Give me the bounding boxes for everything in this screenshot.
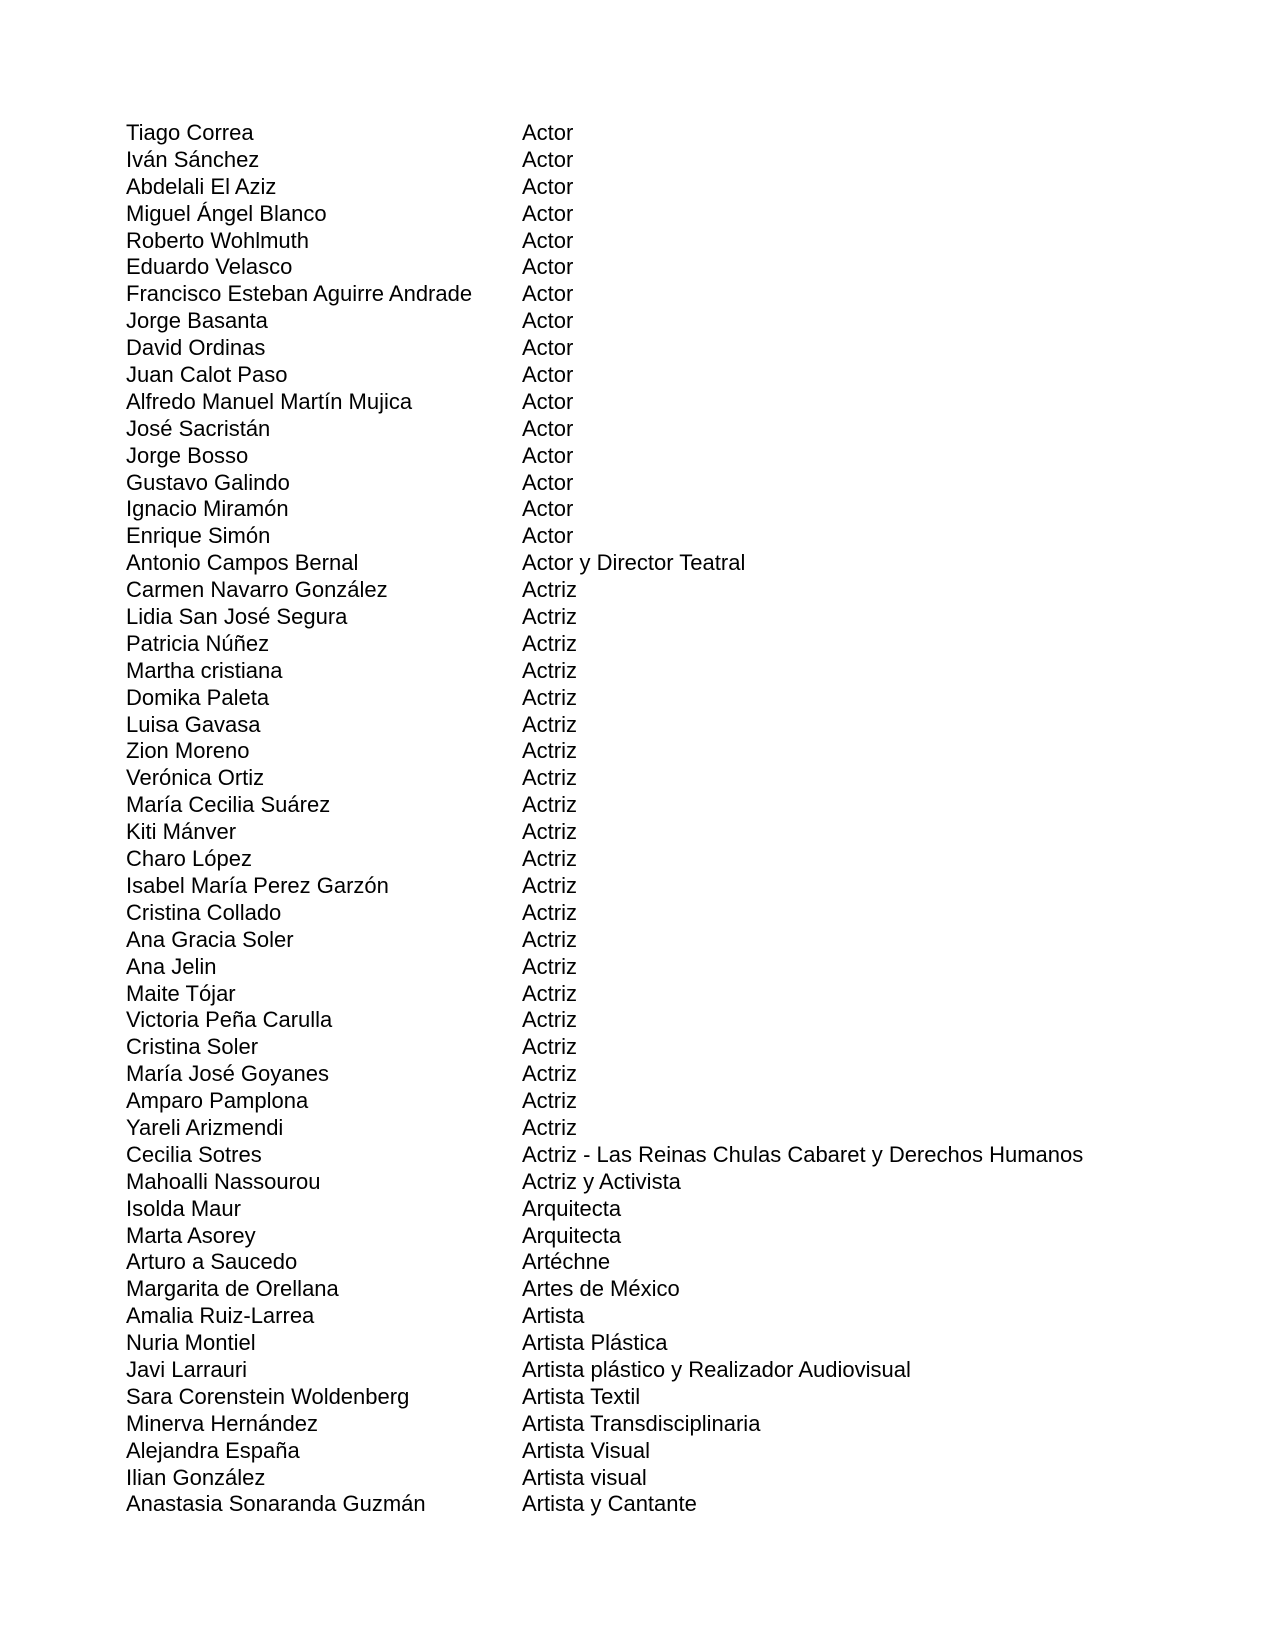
person-role: Actriz - Las Reinas Chulas Cabaret y Derechos Humanos <box>522 1141 1084 1167</box>
list-item <box>126 819 1246 846</box>
list-item <box>126 846 1246 873</box>
person-name: Antonio Campos Bernal <box>126 550 359 576</box>
person-name: Alejandra España <box>126 1437 300 1463</box>
person-role: Actriz <box>522 684 577 710</box>
list-item <box>126 1249 1246 1276</box>
person-name: Cristina Collado <box>126 899 282 925</box>
person-role: Actor y Director Teatral <box>522 550 746 576</box>
list-item <box>126 981 1246 1008</box>
person-name: David Ordinas <box>126 335 266 361</box>
list-item <box>126 1088 1246 1115</box>
person-name: Isolda Maur <box>126 1195 241 1221</box>
list-item <box>126 1169 1246 1196</box>
person-role: Artista y Cantante <box>522 1491 697 1517</box>
person-name: Juan Calot Paso <box>126 362 288 388</box>
person-name: Cristina Soler <box>126 1034 259 1060</box>
list-item <box>126 174 1246 201</box>
person-name: Arturo a Saucedo <box>126 1249 298 1275</box>
person-role: Actor <box>522 281 574 307</box>
person-name: Victoria Peña Carulla <box>126 1007 333 1033</box>
person-role: Actriz <box>522 577 577 603</box>
list-item <box>126 765 1246 792</box>
person-role: Artista Textil <box>522 1383 641 1409</box>
person-name: Amalia Ruiz-Larrea <box>126 1303 315 1329</box>
list-item <box>126 954 1246 981</box>
person-name: Kiti Mánver <box>126 819 237 845</box>
person-role: Actor <box>522 146 574 172</box>
person-name: María José Goyanes <box>126 1061 329 1087</box>
person-role: Actriz <box>522 1007 577 1033</box>
person-name: Patricia Núñez <box>126 630 270 656</box>
list-item <box>126 604 1246 631</box>
person-name: Ana Jelin <box>126 953 217 979</box>
person-role: Actriz <box>522 953 577 979</box>
person-role: Actriz <box>522 765 577 791</box>
list-item <box>126 1303 1246 1330</box>
list-item <box>126 389 1246 416</box>
list-item <box>126 1491 1246 1518</box>
person-name: Francisco Esteban Aguirre Andrade <box>126 281 473 307</box>
person-role: Actriz <box>522 630 577 656</box>
person-name: Tiago Correa <box>126 120 254 145</box>
person-role: Artista visual <box>522 1464 647 1490</box>
list-item <box>126 685 1246 712</box>
list-item <box>126 792 1246 819</box>
list-item <box>126 308 1246 335</box>
list-item <box>126 1142 1246 1169</box>
person-name: Cecilia Sotres <box>126 1141 262 1167</box>
list-item <box>126 496 1246 523</box>
name-role-list <box>126 120 1246 1518</box>
person-name: Carmen Navarro González <box>126 577 388 603</box>
person-name: Anastasia Sonaranda Guzmán <box>126 1491 426 1517</box>
person-role: Actor <box>522 362 574 388</box>
list-item <box>126 254 1246 281</box>
person-role: Actriz <box>522 872 577 898</box>
list-item <box>126 443 1246 470</box>
list-item <box>126 281 1246 308</box>
list-item <box>126 201 1246 228</box>
list-item <box>126 523 1246 550</box>
person-role: Arquitecta <box>522 1222 622 1248</box>
person-role: Actriz <box>522 657 577 683</box>
list-item <box>126 927 1246 954</box>
list-item <box>126 738 1246 765</box>
person-name: Jorge Basanta <box>126 308 268 334</box>
person-name: Jorge Bosso <box>126 442 249 468</box>
list-item <box>126 900 1246 927</box>
person-name: Minerva Hernández <box>126 1410 318 1436</box>
person-role: Actriz <box>522 926 577 952</box>
person-name: Roberto Wohlmuth <box>126 227 310 253</box>
list-item <box>126 1007 1246 1034</box>
list-item <box>126 1223 1246 1250</box>
person-role: Actor <box>522 335 574 361</box>
person-role: Actriz <box>522 604 577 630</box>
person-role: Actriz <box>522 1088 577 1114</box>
person-name: José Sacristán <box>126 415 271 441</box>
person-name: Ilian González <box>126 1464 266 1490</box>
person-role: Artista Plástica <box>522 1330 668 1356</box>
list-item <box>126 1115 1246 1142</box>
person-role: Actriz <box>522 846 577 872</box>
person-name: Yareli Arizmendi <box>126 1114 284 1140</box>
list-item <box>126 470 1246 497</box>
list-item <box>126 362 1246 389</box>
person-name: Javi Larrauri <box>126 1356 248 1382</box>
person-role: Actriz <box>522 711 577 737</box>
list-item <box>126 1384 1246 1411</box>
list-item <box>126 631 1246 658</box>
person-role: Actor <box>522 442 574 468</box>
person-role: Actor <box>522 469 574 495</box>
person-name: Iván Sánchez <box>126 146 260 172</box>
list-item <box>126 1061 1246 1088</box>
person-name: Sara Corenstein Woldenberg <box>126 1383 410 1409</box>
list-item <box>126 1438 1246 1465</box>
person-name: Marta Asorey <box>126 1222 256 1248</box>
list-item <box>126 658 1246 685</box>
list-item <box>126 712 1246 739</box>
person-role: Actor <box>522 496 574 522</box>
person-name: Domika Paleta <box>126 684 270 710</box>
person-role: Actriz <box>522 980 577 1006</box>
list-item <box>126 1196 1246 1223</box>
list-item <box>126 550 1246 577</box>
person-name: Martha cristiana <box>126 657 283 683</box>
person-name: Abdelali El Aziz <box>126 173 277 199</box>
person-name: Margarita de Orellana <box>126 1276 339 1302</box>
person-name: Enrique Simón <box>126 523 271 549</box>
person-role: Artista <box>522 1303 585 1329</box>
person-name: Lidia San José Segura <box>126 604 348 630</box>
person-name: Eduardo Velasco <box>126 254 293 280</box>
person-name: Amparo Pamplona <box>126 1088 309 1114</box>
person-role: Artista Transdisciplinaria <box>522 1410 761 1436</box>
person-role: Actriz y Activista <box>522 1168 681 1194</box>
list-item <box>126 1357 1246 1384</box>
person-role: Actor <box>522 227 574 253</box>
list-item <box>126 1276 1246 1303</box>
person-role: Artista Visual <box>522 1437 650 1463</box>
person-name: Ana Gracia Soler <box>126 926 294 952</box>
person-role: Actriz <box>522 1114 577 1140</box>
person-role: Actor <box>522 254 574 280</box>
person-name: Zion Moreno <box>126 738 250 764</box>
person-name: Verónica Ortiz <box>126 765 265 791</box>
list-item <box>126 120 1246 147</box>
person-name: Nuria Montiel <box>126 1330 256 1356</box>
person-role: Actriz <box>522 792 577 818</box>
person-role: Actor <box>522 415 574 441</box>
list-item <box>126 577 1246 604</box>
person-role: Artes de México <box>522 1276 680 1302</box>
person-name: Mahoalli Nassourou <box>126 1168 321 1194</box>
person-name: Ignacio Miramón <box>126 496 289 522</box>
list-item <box>126 1330 1246 1357</box>
list-item <box>126 1465 1246 1492</box>
person-role: Artista plástico y Realizador Audiovisual <box>522 1356 911 1382</box>
list-item <box>126 416 1246 443</box>
list-item <box>126 873 1246 900</box>
list-item <box>126 1411 1246 1438</box>
person-role: Actor <box>522 173 574 199</box>
person-name: Maite Tójar <box>126 980 236 1006</box>
person-role: Actor <box>522 120 574 145</box>
person-role: Actriz <box>522 899 577 925</box>
person-role: Arquitecta <box>522 1195 622 1221</box>
list-item <box>126 335 1246 362</box>
person-name: Isabel María Perez Garzón <box>126 872 389 898</box>
list-item <box>126 147 1246 174</box>
person-role: Actor <box>522 200 574 226</box>
person-role: Actriz <box>522 1034 577 1060</box>
list-item <box>126 228 1246 255</box>
person-name: Miguel Ángel Blanco <box>126 200 327 226</box>
person-name: Charo López <box>126 846 252 872</box>
person-role: Actriz <box>522 738 577 764</box>
list-item <box>126 1034 1246 1061</box>
person-role: Artéchne <box>522 1249 611 1275</box>
person-name: Alfredo Manuel Martín Mujica <box>126 388 413 414</box>
person-name: Gustavo Galindo <box>126 469 290 495</box>
person-role: Actriz <box>522 1061 577 1087</box>
person-role: Actor <box>522 523 574 549</box>
person-name: Luisa Gavasa <box>126 711 261 737</box>
person-name: María Cecilia Suárez <box>126 792 331 818</box>
person-role: Actor <box>522 308 574 334</box>
person-role: Actriz <box>522 819 577 845</box>
person-role: Actor <box>522 388 574 414</box>
